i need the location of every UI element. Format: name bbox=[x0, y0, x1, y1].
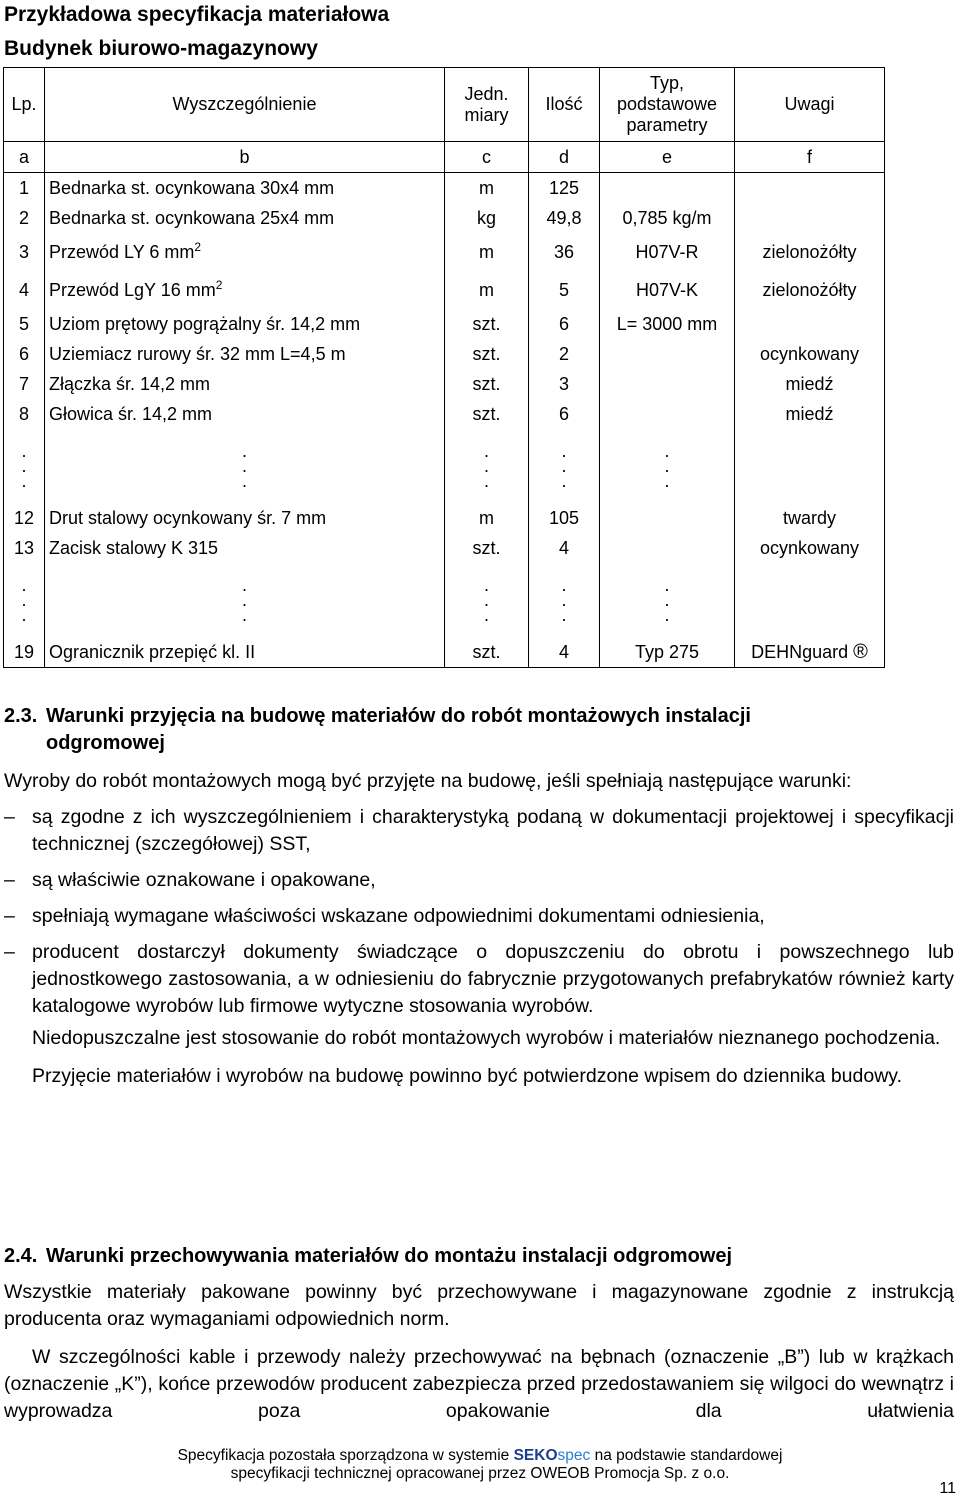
letter-b: b bbox=[45, 142, 445, 173]
row-qty: 105 bbox=[529, 503, 600, 533]
header-qty: Ilość bbox=[529, 68, 600, 142]
header-type-line3: parametry bbox=[626, 115, 708, 135]
row-type bbox=[600, 173, 735, 204]
row-unit: szt. bbox=[445, 369, 529, 399]
row-name: Ogranicznik przepięć kl. II bbox=[45, 637, 445, 668]
row-note bbox=[735, 173, 885, 204]
row-name bbox=[45, 271, 445, 309]
row-qty: 2 bbox=[529, 339, 600, 369]
letter-a: a bbox=[4, 142, 45, 173]
row-name-sup: 2 bbox=[215, 277, 223, 292]
row-type bbox=[600, 533, 735, 563]
footer-line1 bbox=[0, 1447, 960, 1465]
row-unit: szt. bbox=[445, 637, 529, 668]
row-note: miedź bbox=[735, 399, 885, 429]
section-2-4-title: Warunki przechowywania materiałów do montażu instalacji odgromowej bbox=[46, 1245, 733, 1267]
row-qty: 36 bbox=[529, 233, 600, 271]
row-note: zielonożółty bbox=[735, 233, 885, 271]
table-row bbox=[4, 173, 885, 204]
row-name-text: Przewód LgY 16 mm bbox=[49, 279, 216, 300]
ellipsis-cell: . . . bbox=[45, 563, 445, 637]
row-qty: 6 bbox=[529, 399, 600, 429]
letter-d: d bbox=[529, 142, 600, 173]
row-type: L= 3000 mm bbox=[600, 309, 735, 339]
page-number: 11 bbox=[939, 1480, 956, 1497]
row-unit: szt. bbox=[445, 309, 529, 339]
table-letter-row bbox=[4, 142, 885, 173]
row-type bbox=[600, 503, 735, 533]
list-item: – są zgodne z ich wyszczególnieniem i charakterystyką podaną w dokumentacji projektowej i specyfikacji technicznej (szczegółowej) SST, bbox=[4, 804, 954, 858]
table-row bbox=[4, 309, 885, 339]
ellipsis-cell: . . . bbox=[600, 429, 735, 503]
row-qty: 4 bbox=[529, 637, 600, 668]
document-subtitle: Budynek biurowo-magazynowy bbox=[4, 37, 318, 60]
row-type bbox=[600, 399, 735, 429]
ellipsis-cell: . . . bbox=[45, 429, 445, 503]
ellipsis-cell: . . . bbox=[445, 563, 529, 637]
letter-c: c bbox=[445, 142, 529, 173]
row-name: Uziemiacz rurowy śr. 32 mm L=4,5 m bbox=[45, 339, 445, 369]
section-2-3 bbox=[4, 703, 954, 1090]
footer-text: Specyfikacja pozostała sporządzona w systemie bbox=[177, 1447, 514, 1464]
table-row bbox=[4, 339, 885, 369]
table-ellipsis-row bbox=[4, 429, 885, 503]
list-item: – spełniają wymagane właściwości wskazane odpowiednimi dokumentami odniesienia, bbox=[4, 903, 954, 930]
registered-mark: ® bbox=[853, 640, 868, 663]
row-qty: 6 bbox=[529, 309, 600, 339]
footer-line2: specyfikacji technicznej opracowanej przez OWEOB Promocja Sp. z o.o. bbox=[230, 1465, 730, 1482]
row-type: H07V-K bbox=[600, 271, 735, 309]
ellipsis-cell bbox=[735, 563, 885, 637]
table-row bbox=[4, 503, 885, 533]
letter-f: f bbox=[735, 142, 885, 173]
row-type bbox=[600, 339, 735, 369]
letter-e: e bbox=[600, 142, 735, 173]
section-2-4-paragraph: W szczególności kable i przewody należy przechowywać na bębnach (oznaczenie „B”) lub w krążkach (oznaczenie „K”), końce przewodów producent zabezpiecza przed przedostawaniem się wilgoci do wewnątrz i wyprowadza poza opakowanie dla ułatwienia bbox=[4, 1346, 954, 1422]
row-note bbox=[735, 637, 885, 668]
table-row bbox=[4, 233, 885, 271]
row-lp: 12 bbox=[4, 503, 45, 533]
header-type-line2: podstawowe bbox=[616, 94, 718, 114]
table-row bbox=[4, 203, 885, 233]
row-qty: 4 bbox=[529, 533, 600, 563]
row-note: zielonożółty bbox=[735, 271, 885, 309]
row-unit: m bbox=[445, 271, 529, 309]
row-name: Drut stalowy ocynkowany śr. 7 mm bbox=[45, 503, 445, 533]
row-name: Głowica śr. 14,2 mm bbox=[45, 399, 445, 429]
row-unit: szt. bbox=[445, 533, 529, 563]
row-type bbox=[600, 369, 735, 399]
row-note bbox=[735, 309, 885, 339]
row-name-text: Przewód LY 6 mm bbox=[49, 241, 195, 262]
row-name bbox=[45, 233, 445, 271]
row-type: Typ 275 bbox=[600, 637, 735, 668]
ellipsis-cell: . . . bbox=[445, 429, 529, 503]
ellipsis-cell: . . . bbox=[4, 563, 45, 637]
table-row bbox=[4, 369, 885, 399]
row-lp: 1 bbox=[4, 173, 45, 204]
row-type: 0,785 kg/m bbox=[600, 203, 735, 233]
section-2-3-paragraph: Niedopuszczalne jest stosowanie do robót montażowych wyrobów i materiałów nieznanego pochodzenia. bbox=[32, 1027, 941, 1049]
header-wyszczegolnienie: Wyszczególnienie bbox=[45, 68, 445, 142]
section-2-3-title-line2: odgromowej bbox=[46, 732, 165, 754]
row-qty: 3 bbox=[529, 369, 600, 399]
row-lp: 4 bbox=[4, 271, 45, 309]
ellipsis-cell bbox=[735, 429, 885, 503]
header-unit-line1: Jedn. bbox=[464, 83, 509, 104]
section-2-4 bbox=[4, 1243, 954, 1425]
header-type bbox=[600, 68, 735, 142]
row-qty: 5 bbox=[529, 271, 600, 309]
row-name: Zacisk stalowy K 315 bbox=[45, 533, 445, 563]
row-note: ocynkowany bbox=[735, 339, 885, 369]
section-2-4-paragraph: Wszystkie materiały pakowane powinny być przechowywane i magazynowane zgodnie z instrukcją producenta oraz wymaganiami odpowiednich norm. bbox=[4, 1281, 954, 1330]
table-row bbox=[4, 637, 885, 668]
row-unit: m bbox=[445, 503, 529, 533]
row-name: Złączka śr. 14,2 mm bbox=[45, 369, 445, 399]
section-2-3-title-line1: Warunki przyjęcia na budowę materiałów do robót montażowych instalacji bbox=[46, 705, 751, 727]
row-lp: 13 bbox=[4, 533, 45, 563]
footer-text: na podstawie standardowej bbox=[590, 1447, 783, 1464]
row-lp: 5 bbox=[4, 309, 45, 339]
table-ellipsis-row bbox=[4, 563, 885, 637]
section-2-4-number: 2.4. bbox=[4, 1245, 38, 1267]
ellipsis-cell: . . . bbox=[4, 429, 45, 503]
row-note-text: DEHNguard bbox=[751, 641, 849, 662]
table-row bbox=[4, 533, 885, 563]
row-name: Bednarka st. ocynkowana 30x4 mm bbox=[45, 173, 445, 204]
row-qty: 125 bbox=[529, 173, 600, 204]
section-2-3-intro: Wyroby do robót montażowych mogą być przyjęte na budowę, jeśli spełniają następujące warunki: bbox=[4, 770, 852, 792]
row-name-sup: 2 bbox=[194, 239, 202, 254]
row-lp: 3 bbox=[4, 233, 45, 271]
row-type: H07V-R bbox=[600, 233, 735, 271]
conditions-list bbox=[4, 804, 954, 1020]
table-row bbox=[4, 399, 885, 429]
row-note bbox=[735, 203, 885, 233]
section-2-3-paragraph: Przyjęcie materiałów i wyrobów na budowę powinno być potwierdzone wpisem do dziennika budowy. bbox=[32, 1065, 903, 1087]
list-item: – producent dostarczył dokumenty świadczące o dopuszczeniu do obrotu i powszechnego lub jednostkowego zastosowania, a w odniesieniu do fabrycznie przygotowanych prefabrykatów również karty katalogowe wyrobów lub firmowe wytyczne stosowania wyrobów. bbox=[4, 939, 954, 1020]
row-unit: kg bbox=[445, 203, 529, 233]
ellipsis-cell: . . . bbox=[529, 429, 600, 503]
row-lp: 8 bbox=[4, 399, 45, 429]
header-notes: Uwagi bbox=[735, 68, 885, 142]
row-qty: 49,8 bbox=[529, 203, 600, 233]
page-footer bbox=[0, 1447, 960, 1483]
header-lp: Lp. bbox=[4, 68, 45, 142]
row-lp: 6 bbox=[4, 339, 45, 369]
sekospec-logo-spec: spec bbox=[557, 1447, 591, 1464]
row-unit: m bbox=[445, 233, 529, 271]
row-unit: szt. bbox=[445, 399, 529, 429]
section-2-4-heading bbox=[4, 1243, 954, 1270]
header-type-line1: Typ, bbox=[649, 73, 684, 93]
row-unit: m bbox=[445, 173, 529, 204]
row-note: twardy bbox=[735, 503, 885, 533]
section-2-3-number: 2.3. bbox=[4, 705, 38, 727]
row-note: ocynkowany bbox=[735, 533, 885, 563]
row-unit: szt. bbox=[445, 339, 529, 369]
header-unit-line2: miary bbox=[464, 104, 509, 125]
list-item: – są właściwie oznakowane i opakowane, bbox=[4, 867, 954, 894]
material-spec-table bbox=[3, 67, 885, 668]
header-unit bbox=[445, 68, 529, 142]
section-2-3-heading bbox=[4, 703, 954, 757]
document-title: Przykładowa specyfikacja materiałowa bbox=[4, 3, 390, 26]
sekospec-logo-seko: SEKO bbox=[513, 1447, 558, 1464]
table-row bbox=[4, 271, 885, 309]
row-lp: 7 bbox=[4, 369, 45, 399]
row-note: miedź bbox=[735, 369, 885, 399]
ellipsis-cell: . . . bbox=[600, 563, 735, 637]
ellipsis-cell: . . . bbox=[529, 563, 600, 637]
row-name: Bednarka st. ocynkowana 25x4 mm bbox=[45, 203, 445, 233]
row-lp: 19 bbox=[4, 637, 45, 668]
row-name: Uziom prętowy pogrążalny śr. 14,2 mm bbox=[45, 309, 445, 339]
table-header-row bbox=[4, 68, 885, 142]
row-lp: 2 bbox=[4, 203, 45, 233]
